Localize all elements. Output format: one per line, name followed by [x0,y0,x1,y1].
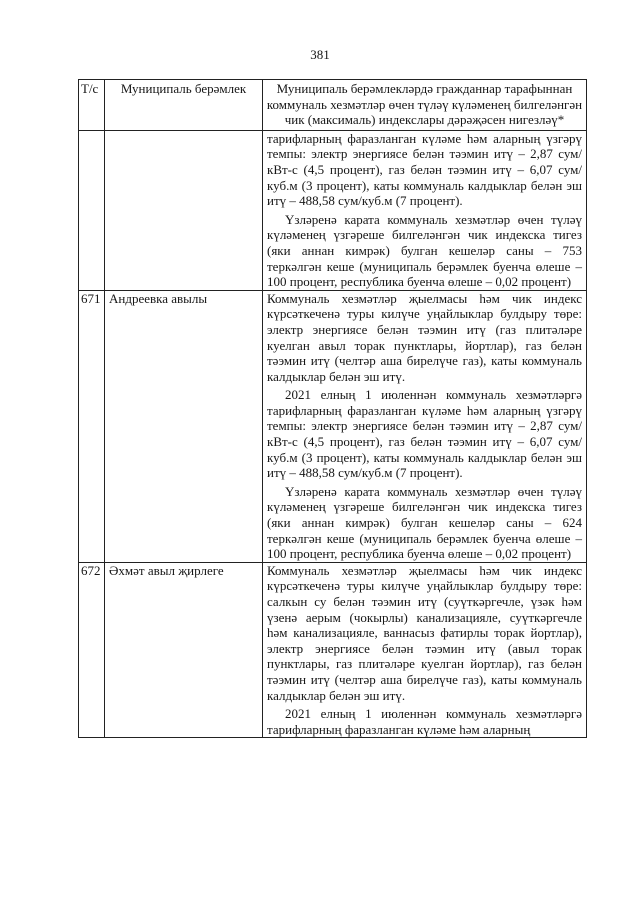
municipality-name: Андреевка авылы [105,290,263,562]
municipality-name [105,130,263,290]
index-table [78,79,587,738]
header-municipality: Муниципаль берәмлек [105,80,263,131]
row-number: 671 [79,290,105,562]
text-paragraph: Үзләренә карата коммуналь хезмәтләр өчен түләү күләменең үзгәреше билгеләнгән чик индекска тигез (яки аннан кимрәк) булган кешеләр саны – 753 теркәлгән кеше (муниципаль берәмлек буенча өлеше – 100 процент, республика буенча өлеше – 0,02 процент) [267,211,582,290]
text-paragraph: 2021 елның 1 июленнән коммуналь хезмәтләргә тарифларның фаразланган күләме һәм аларның үзгәрү темпы: электр энергиясе белән тәэмин итү – 2,87 сум/кВт-с (4,5 процент), газ белән тәэмин итү – 6,07 сум/куб.м (3 процент), каты коммуналь калдыклар белән эш итү – 488,58 сум/куб.м (7 процент). [267,387,582,481]
municipality-name: Әхмәт авыл җирлеге [105,562,263,738]
text-paragraph: тарифларның фаразланган күләме һәм аларның үзгәрү темпы: электр энергиясе белән тәэмин итү – 2,87 сум/кВт-с (4,5 процент), газ белән тәэмин итү – 6,07 сум/куб.м (3 процент), каты коммуналь калдыклар белән эш итү – 488,58 сум/куб.м (7 процент). [267,130,582,209]
table-row [79,290,587,562]
text-paragraph: Коммуналь хезмәтләр җыелмасы һәм чик индекс күрсәткеченә туры килүче уңайлыклар булдыру төре: салкын су белән тәэмин итү (суүткәргечле, үзәк һәм үзенә аерым (чокырлы) канализацияле, суүткәргечле һәм канализацияле, ваннасыз фатирлы торак йортлар), электр энергиясе белән тәэмин итү (авыл торак пунктлары, газ плитәләре куелган йортлар), газ белән тәэмин итү (челтәр аша бирелүче газ), каты коммуналь калдыклар белән эш итү. [267,562,582,703]
table-header-row [79,80,587,131]
row-number: 672 [79,562,105,738]
header-justification: Муниципаль берәмлекләрдә гражданнар тарафыннан коммуналь хезмәтләр өчен түләү күләменең билгеләнгән чик (максималь) индекслары дәрәҗәсен нигезләү* [263,80,587,131]
table-row [79,562,587,738]
justification-text [263,562,587,738]
justification-text [263,290,587,562]
text-paragraph: Үзләренә карата коммуналь хезмәтләр өчен түләү күләменең үзгәреше билгеләнгән чик индекска тигез (яки аннан кимрәк) булган кешеләр саны – 624 теркәлгән кеше (муниципаль берәмлек буенча өлеше – 100 процент, республика буенча өлеше – 0,02 процент) [267,483,582,562]
header-number: Т/с [79,80,105,131]
table-row [79,130,587,290]
row-number [79,130,105,290]
text-paragraph: Коммуналь хезмәтләр җыелмасы һәм чик индекс күрсәткеченә туры килүче уңайлыклар булдыру төре: электр энергиясе белән тәэмин итү (газ плитәләре куелган авыл торак пунктлары, йортлар), газ белән тәэмин итү (челтәр аша бирелүче газ), каты коммуналь калдыклар белән эш итү. [267,290,582,384]
table-body [79,130,587,738]
justification-text [263,130,587,290]
page-number: 381 [310,47,330,62]
text-paragraph: 2021 елның 1 июленнән коммуналь хезмәтләргә тарифларның фаразланган күләме һәм аларның [267,706,582,737]
